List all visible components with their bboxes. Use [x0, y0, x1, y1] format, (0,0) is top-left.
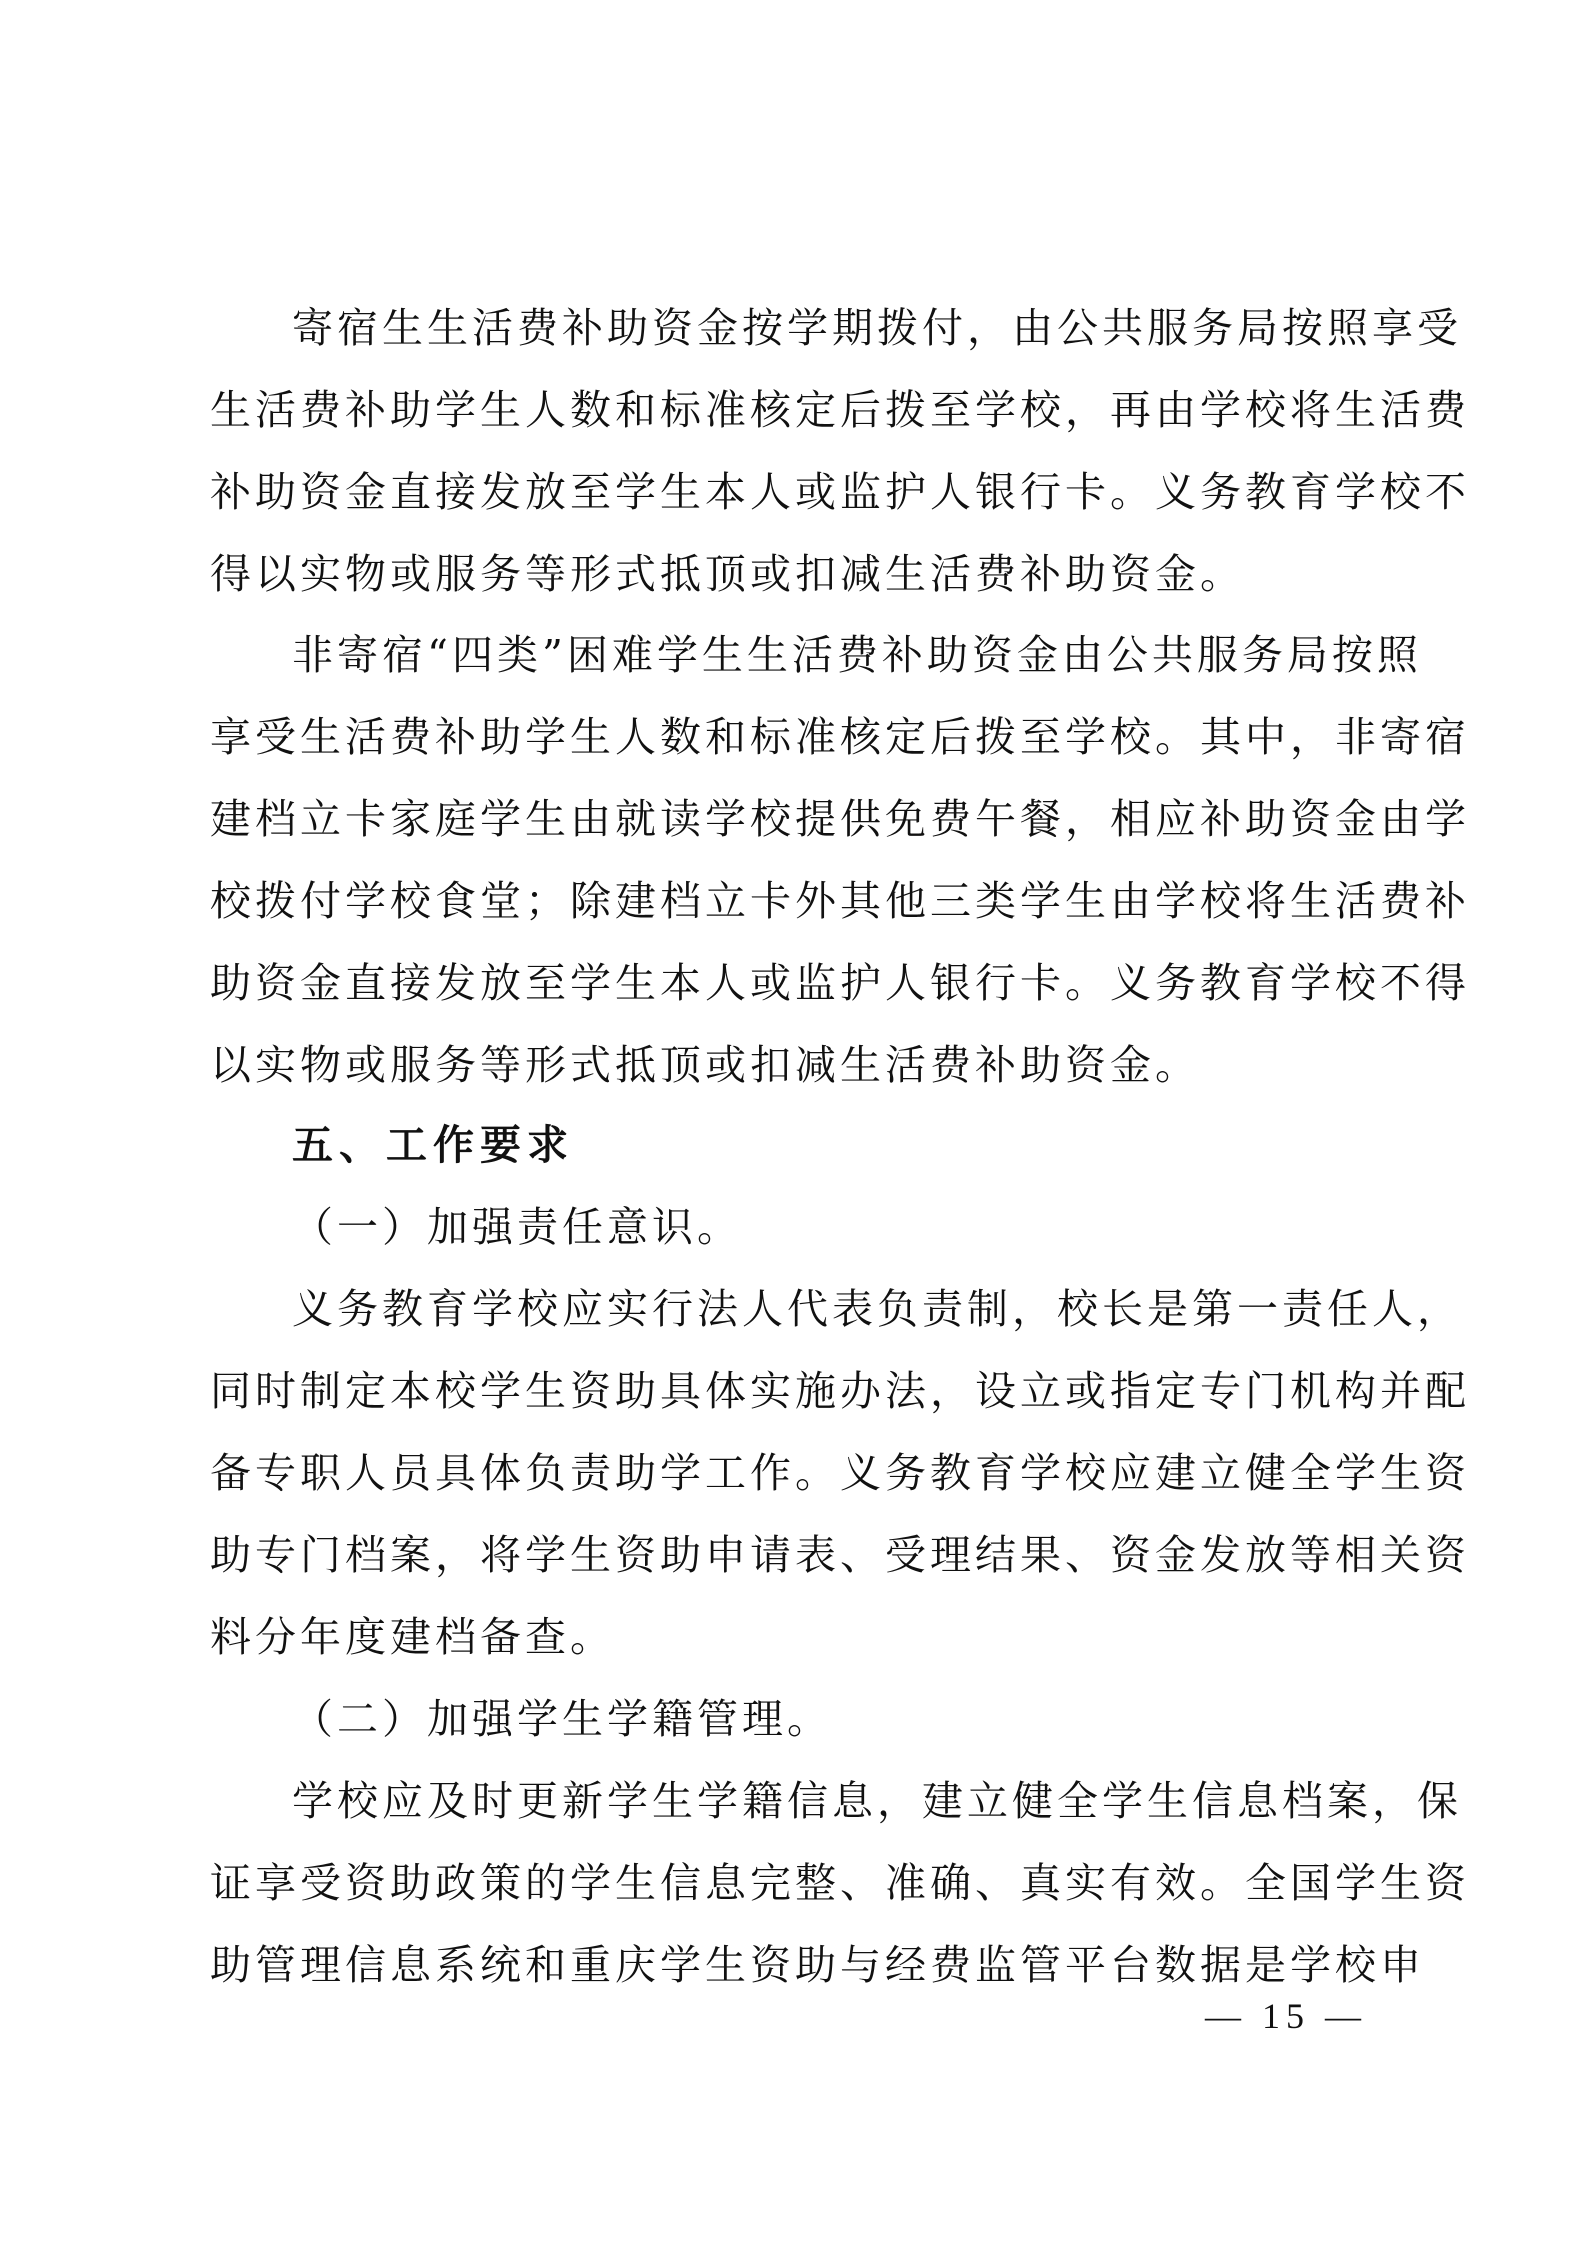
text-line: 义务教育学校应实行法人代表负责制，校长是第一责任人， — [292, 1285, 1462, 1333]
paragraph-non-boarding-subsidy — [210, 614, 1470, 1106]
subheading-student-records — [292, 1678, 1462, 1760]
text-line: 以实物或服务等形式抵顶或扣减生活费补助资金。 — [210, 1041, 1200, 1089]
page-number: — 15 — — [1205, 1996, 1367, 2036]
text-line: 料分年度建档备查。 — [210, 1613, 615, 1661]
text-line: 助管理信息系统和重庆学生资助与经费监管平台数据是学校申 — [210, 1941, 1425, 1989]
text-line: 补助资金直接发放至学生本人或监护人银行卡。义务教育学校不 — [210, 468, 1470, 516]
text-line: 寄宿生生活费补助资金按学期拨付，由公共服务局按照享受 — [292, 304, 1462, 352]
section-heading-text: 五、工作要求 — [292, 1121, 574, 1169]
text-line: 备专职人员具体负责助学工作。义务教育学校应建立健全学生资 — [210, 1449, 1470, 1497]
text-line: 建档立卡家庭学生由就读学校提供免费午餐，相应补助资金由学 — [210, 795, 1470, 843]
text-line: 同时制定本校学生资助具体实施办法，设立或指定专门机构并配 — [210, 1367, 1470, 1415]
section-heading — [292, 1104, 1462, 1186]
text-line: 证享受资助政策的学生信息完整、准确、真实有效。全国学生资 — [210, 1859, 1470, 1907]
text-line: 享受生活费补助学生人数和标准核定后拨至学校。其中，非寄宿 — [210, 713, 1470, 761]
text-line: 校拨付学校食堂；除建档立卡外其他三类学生由学校将生活费补 — [210, 877, 1470, 925]
subheading-text: （二）加强学生学籍管理。 — [292, 1695, 832, 1743]
text-line: 助资金直接发放至学生本人或监护人银行卡。义务教育学校不得 — [210, 959, 1470, 1007]
subheading-text: （一）加强责任意识。 — [292, 1203, 742, 1251]
paragraph-boarding-subsidy — [210, 287, 1470, 615]
text-line: 非寄宿“四类”困难学生生活费补助资金由公共服务局按照 — [292, 631, 1422, 679]
paragraph-responsibility — [210, 1268, 1470, 1678]
text-line: 助专门档案，将学生资助申请表、受理结果、资金发放等相关资 — [210, 1531, 1470, 1579]
text-line: 得以实物或服务等形式抵顶或扣减生活费补助资金。 — [210, 550, 1245, 598]
text-line: 学校应及时更新学生学籍信息，建立健全学生信息档案，保 — [292, 1777, 1462, 1825]
text-line: 生活费补助学生人数和标准核定后拨至学校，再由学校将生活费 — [210, 386, 1470, 434]
subheading-responsibility — [292, 1186, 1462, 1268]
paragraph-student-records — [210, 1760, 1470, 2006]
